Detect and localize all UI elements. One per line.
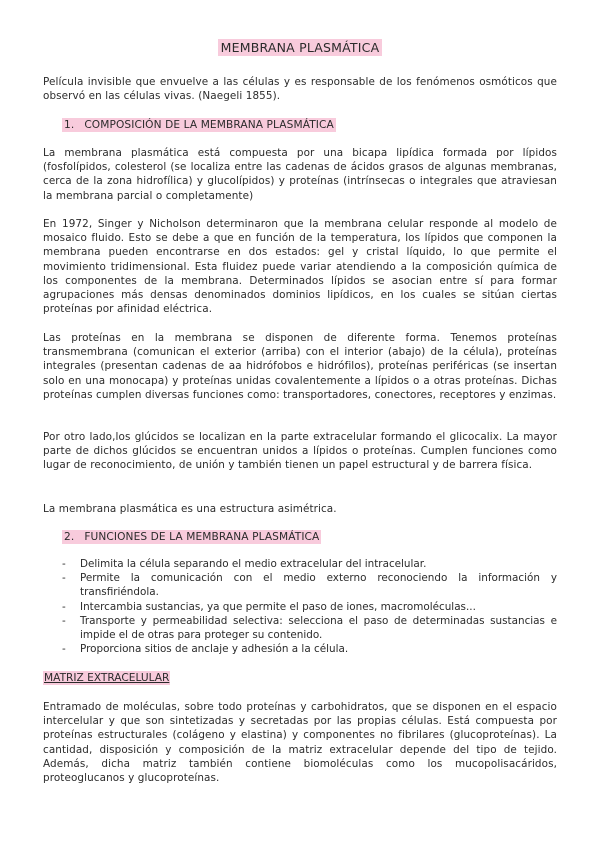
- page-title: [0, 40, 600, 55]
- paragraph-matriz: Entramado de moléculas, sobre todo proteínas y carbohidratos, que se disponen en el espacio intercelular y que son sintetizadas y secretadas por las propias células. Está compuesta por proteínas estructurales (colágeno y elastina) y componentes no fibrilares (glucoproteínas). La cantidad, disposición y composición de la matriz extracelular depende del tipo de tejido. Además, dicha matriz también contiene biomoléculas como los mucopolisacáridos, proteoglucanos y glucoproteínas.: [43, 701, 557, 785]
- paragraph-fluid-mosaic: En 1972, Singer y Nicholson determinaron que la membrana celular responde al modelo de mosaico fluido. Esto se debe a que en función de la temperatura, los lípidos que componen la membrana pueden encontrarse en dos estados: gel y cristal líquido, lo que permite el movimiento tridimensional. Esta fluidez puede variar atendiendo a la composición química de los componentes de la membrana. Determinados lípidos se asocian entre sí para formar agrupaciones más densas denominados dominios lipídicos, en los cuales se sitúan ciertas proteínas por afinidad eléctrica.: [43, 218, 557, 316]
- paragraph-asymmetry: La membrana plasmática es una estructura asimétrica.: [43, 503, 337, 515]
- list-item: - Permite la comunicación con el medio externo reconociendo la información y transfiriéndola.: [62, 571, 557, 599]
- page-title-text: MEMBRANA PLASMÁTICA: [218, 39, 383, 56]
- section-heading-highlight: [62, 530, 321, 544]
- list-item: - Delimita la célula separando el medio extracelular del intracelular.: [62, 557, 557, 571]
- list-item: - Proporciona sitios de anclaje y adhesión a la célula.: [62, 642, 557, 656]
- matriz-heading: [43, 671, 170, 685]
- section-heading-functions: [62, 530, 321, 544]
- matriz-heading-text: MATRIZ EXTRACELULAR: [44, 672, 170, 684]
- paragraph-bilayer: La membrana plasmática está compuesta por una bicapa lipídica formada por lípidos (fosfolípidos, colesterol (se localiza entre las cadenas de ácidos grasos de algunas membranas, cerca de la zona hidrofílica) y glucolípidos) y proteínas (intrínsecas o integrales que atraviesan la membrana parcial o completamente): [43, 147, 557, 202]
- list-item: - Intercambia sustancias, ya que permite el paso de iones, macromoléculas...: [62, 600, 557, 614]
- section-number: 1.: [64, 119, 75, 131]
- functions-list: [62, 557, 557, 656]
- intro-paragraph: Película invisible que envuelve a las células y es responsable de los fenómenos osmóticos que observó en las células vivas. (Naegeli 1855).: [43, 76, 557, 103]
- paragraph-glycids: Por otro lado,los glúcidos se localizan en la parte extracelular formando el glicocalix. La mayor parte de dichos glúcidos se encuentran unidos a lípidos o proteínas. Cumplen funciones como lugar de reconocimiento, de unión y también tienen un papel estructural y de barrera física.: [43, 431, 557, 472]
- list-item: - Transporte y permeabilidad selectiva: selecciona el paso de determinadas sustancias e impide el de otras para proteger su contenido.: [62, 614, 557, 642]
- section-number: 2.: [64, 531, 75, 543]
- section-title: FUNCIONES DE LA MEMBRANA PLASMÁTICA: [84, 531, 320, 543]
- section-heading-highlight: [62, 118, 336, 132]
- paragraph-proteins: Las proteínas en la membrana se disponen de diferente forma. Tenemos proteínas transmembrana (comunican el exterior (arriba) con el interior (abajo) de la célula), proteínas integrales (presentan cadenas de aa hidrófobos e hidrófilos), proteínas periféricas (se insertan solo en una monocapa) y proteínas unidas covalentemente a lípidos o a otras proteínas. Dichas proteínas cumplen diversas funciones como: transportadores, conectores, receptores y enzimas.: [43, 332, 557, 401]
- section-heading-composition: [62, 118, 336, 132]
- section-title: COMPOSICIÓN DE LA MEMBRANA PLASMÁTICA: [84, 119, 334, 131]
